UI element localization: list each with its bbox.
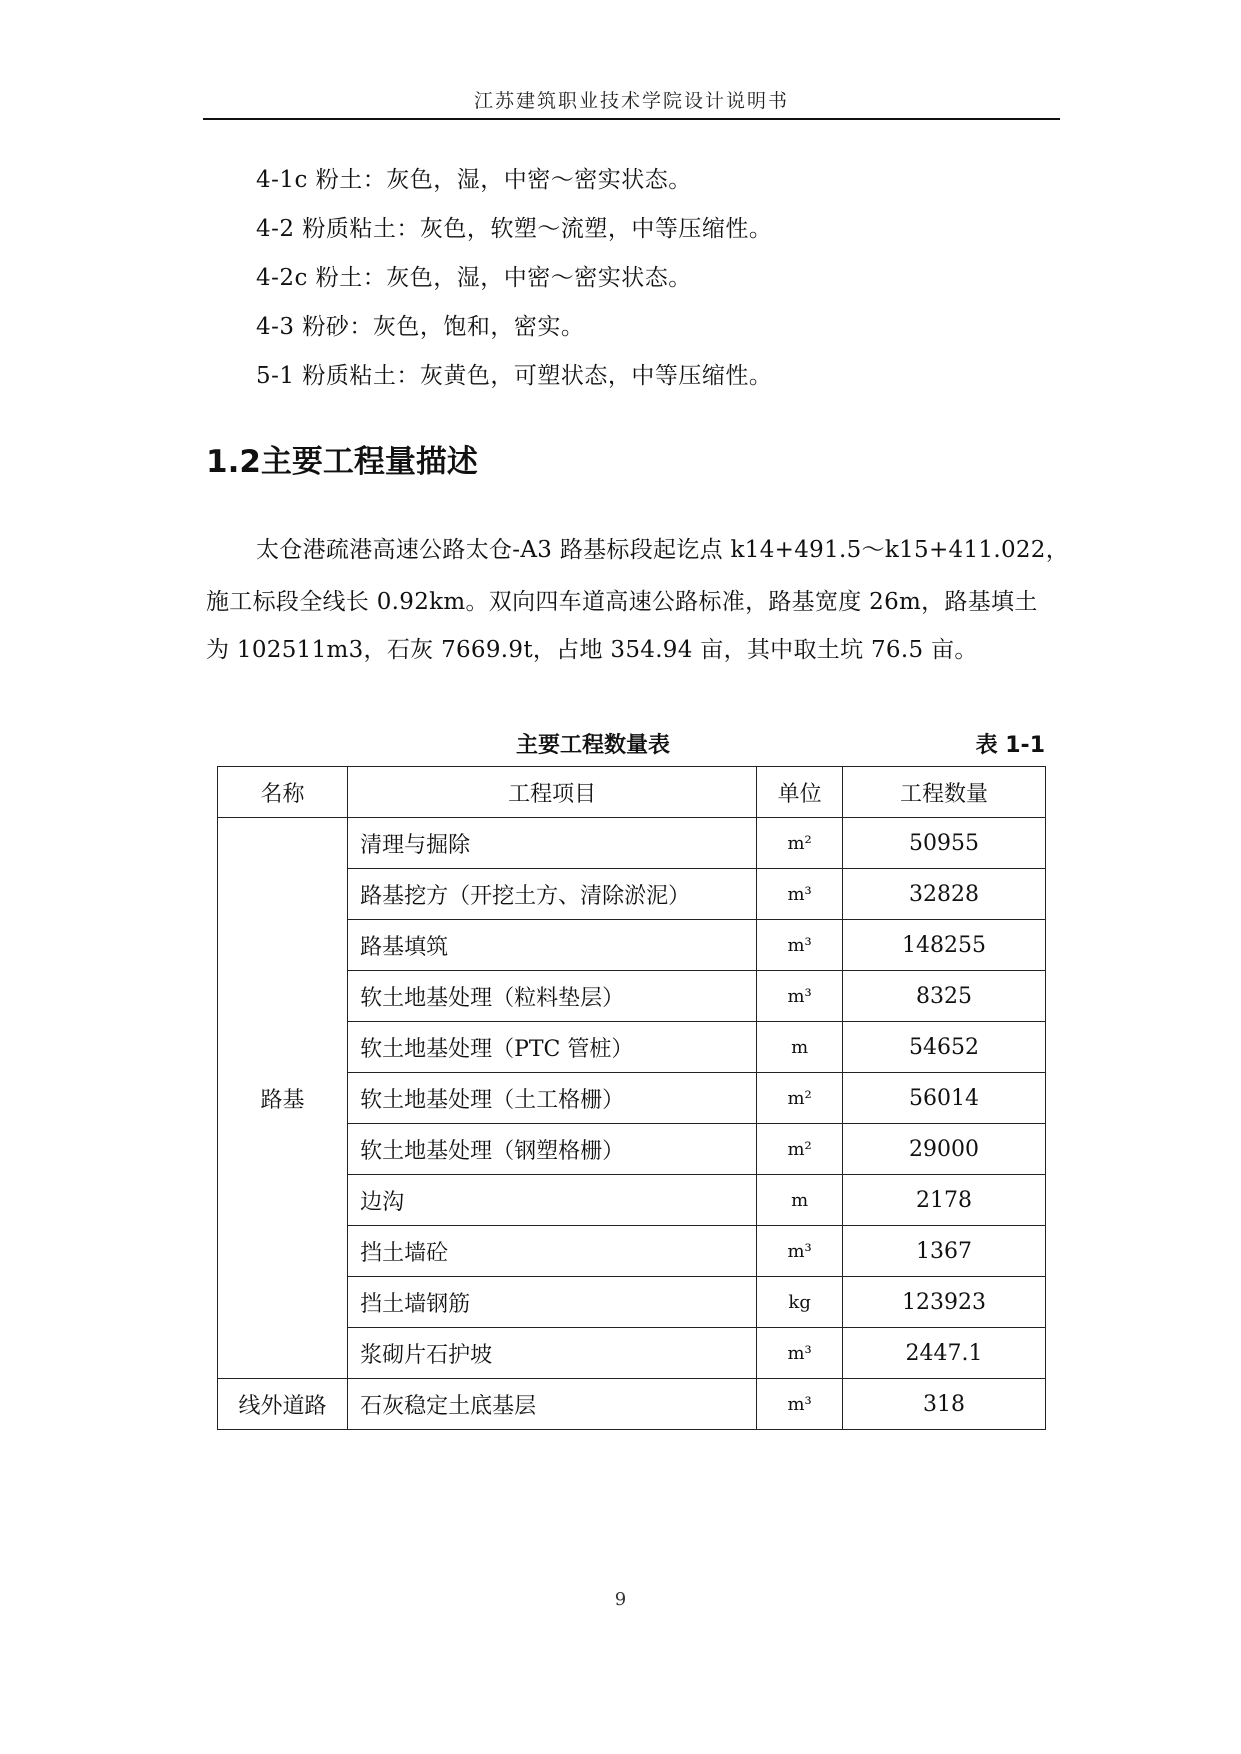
page-header-title: 江苏建筑职业技术学院设计说明书 — [473, 90, 789, 112]
header-divider — [203, 118, 1060, 120]
qty-cell: 123923 — [843, 1277, 1046, 1328]
group-name-cell: 线外道路 — [218, 1379, 348, 1430]
unit-cell: m² — [757, 1124, 843, 1175]
unit-cell: m³ — [757, 869, 843, 920]
qty-cell: 1367 — [843, 1226, 1046, 1277]
unit-cell: m² — [757, 1073, 843, 1124]
qty-cell: 8325 — [843, 971, 1046, 1022]
qty-cell: 29000 — [843, 1124, 1046, 1175]
header-cell: 单位 — [757, 767, 843, 818]
paragraph-line: 太仓港疏港高速公路太仓-A3 路基标段起讫点 k14+491.5～k15+411.022， — [256, 537, 1070, 563]
soil-line: 4-1c 粉土：灰色，湿，中密～密实状态。 — [256, 167, 692, 193]
header-cell: 名称 — [218, 767, 348, 818]
unit-cell: m — [757, 1022, 843, 1073]
soil-line: 4-2c 粉土：灰色，湿，中密～密实状态。 — [256, 265, 692, 291]
qty-cell: 32828 — [843, 869, 1046, 920]
soil-line: 4-2 粉质粘土：灰色，软塑～流塑，中等压缩性。 — [256, 216, 773, 242]
item-cell: 清理与掘除 — [348, 818, 757, 869]
unit-cell: kg — [757, 1277, 843, 1328]
item-cell: 软土地基处理（粒料垫层） — [348, 971, 757, 1022]
table-caption: 主要工程数量表 — [516, 733, 671, 758]
item-cell: 浆砌片石护坡 — [348, 1328, 757, 1379]
item-cell: 石灰稳定土底基层 — [348, 1379, 757, 1430]
item-cell: 软土地基处理（土工格栅） — [348, 1073, 757, 1124]
item-cell: 边沟 — [348, 1175, 757, 1226]
item-cell: 路基填筑 — [348, 920, 757, 971]
unit-cell: m³ — [757, 971, 843, 1022]
header-cell: 工程项目 — [348, 767, 757, 818]
qty-cell: 54652 — [843, 1022, 1046, 1073]
paragraph-line: 施工标段全线长 0.92km。双向四车道高速公路标准，路基宽度 26m，路基填土 — [206, 589, 1038, 615]
qty-cell: 318 — [843, 1379, 1046, 1430]
qty-cell: 2447.1 — [843, 1328, 1046, 1379]
item-cell: 软土地基处理（PTC 管桩） — [348, 1022, 757, 1073]
qty-cell: 50955 — [843, 818, 1046, 869]
item-cell: 软土地基处理（钢塑格栅） — [348, 1124, 757, 1175]
group-name-cell: 路基 — [218, 818, 348, 1379]
table-row — [218, 1379, 1046, 1430]
item-cell: 挡土墙砼 — [348, 1226, 757, 1277]
qty-cell: 56014 — [843, 1073, 1046, 1124]
unit-cell: m³ — [757, 920, 843, 971]
table-row — [218, 818, 1046, 869]
unit-cell: m³ — [757, 1379, 843, 1430]
quantity-table — [217, 766, 1046, 1430]
unit-cell: m — [757, 1175, 843, 1226]
table-number: 表 1-1 — [975, 733, 1045, 758]
table-header-row — [218, 767, 1046, 818]
unit-cell: m² — [757, 818, 843, 869]
unit-cell: m³ — [757, 1328, 843, 1379]
unit-cell: m³ — [757, 1226, 843, 1277]
paragraph-line: 为 102511m3，石灰 7669.9t，占地 354.94 亩，其中取土坑 76.5 亩。 — [206, 637, 978, 663]
qty-cell: 148255 — [843, 920, 1046, 971]
soil-line: 5-1 粉质粘土：灰黄色，可塑状态，中等压缩性。 — [256, 363, 773, 389]
soil-line: 4-3 粉砂：灰色，饱和，密实。 — [256, 314, 585, 340]
qty-cell: 2178 — [843, 1175, 1046, 1226]
header-cell: 工程数量 — [843, 767, 1046, 818]
item-cell: 挡土墙钢筋 — [348, 1277, 757, 1328]
page-number: 9 — [614, 1589, 627, 1610]
item-cell: 路基挖方（开挖土方、清除淤泥） — [348, 869, 757, 920]
section-title: 1.2主要工程量描述 — [206, 444, 478, 480]
